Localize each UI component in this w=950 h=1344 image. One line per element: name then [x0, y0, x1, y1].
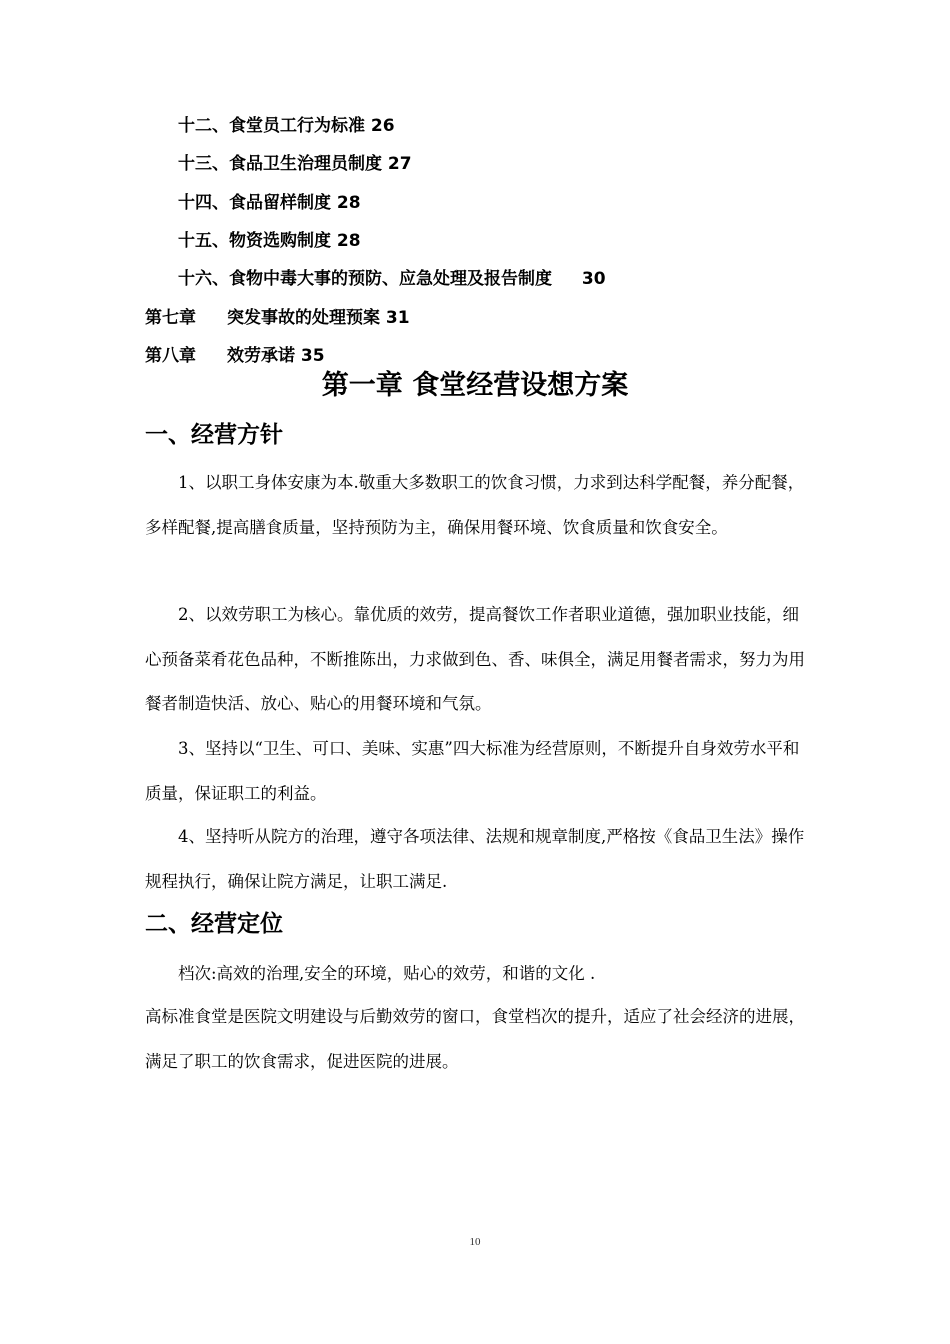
- toc-item-page: 26: [370, 116, 395, 136]
- toc-chapter-page: 31: [385, 308, 410, 328]
- toc-chapter-title: 突发事故的处理预案: [227, 308, 380, 328]
- toc-item-15: [178, 229, 361, 253]
- section-heading-business-positioning: 二、经营定位: [145, 911, 283, 937]
- toc-chapter-number: 第八章: [145, 346, 196, 366]
- toc-item-label: 十四、食品留样制度: [178, 193, 331, 213]
- toc-item-label: 十六、食物中毒大事的预防、应急处理及报告制度: [178, 269, 552, 289]
- chapter-title: 第一章 食堂经营设想方案: [321, 370, 629, 401]
- paragraph-policy-2: 2、以效劳职工为核心。靠优质的效劳，提高餐饮工作者职业道德，强加职业技能，细心预备菜肴花色品种，不断推陈出，力求做到色、香、味俱全，满足用餐者需求，努力为用餐者制造快活、放心、贴心的用餐环境和气氛。: [145, 605, 805, 713]
- toc-item-page: 28: [336, 193, 361, 213]
- toc-item-16: [178, 267, 606, 291]
- toc-item-page: 27: [387, 154, 412, 174]
- toc-item-label: 十五、物资选购制度: [178, 231, 331, 251]
- toc-chapter-title: 效劳承诺: [227, 346, 295, 366]
- toc-item-12: [178, 114, 395, 138]
- paragraph-policy-3: 3、坚持以“卫生、可口、美味、实惠”四大标准为经营原则，不断提升自身效劳水平和质量，保证职工的利益。: [145, 739, 800, 803]
- toc-chapter-7: [145, 306, 410, 330]
- page-number: 10: [469, 1236, 481, 1248]
- toc-item-page: 30: [581, 269, 606, 289]
- toc-item-label: 十二、食堂员工行为标准: [178, 116, 365, 136]
- toc-chapter-number: 第七章: [145, 308, 196, 328]
- paragraph-positioning-grade: 档次:高效的治理,安全的环境，贴心的效劳，和谐的文化 .: [178, 964, 596, 983]
- paragraph-policy-1: 1、以职工身体安康为本.敬重大多数职工的饮食习惯，力求到达科学配餐，养分配餐，多样配餐,提高膳食质量，坚持预防为主，确保用餐环境、饮食质量和饮食安全。: [145, 473, 805, 537]
- toc-item-14: [178, 191, 361, 215]
- section-heading-business-policy: 一、经营方针: [145, 422, 283, 448]
- toc-item-13: [178, 152, 412, 176]
- toc-item-page: 28: [336, 231, 361, 251]
- toc-chapter-8: [145, 344, 325, 368]
- paragraph-positioning-body: 高标准食堂是医院文明建设与后勤效劳的窗口，食堂档次的提升，适应了社会经济的进展，满足了职工的饮食需求，促进医院的进展。: [145, 1007, 805, 1071]
- paragraph-policy-4: 4、坚持听从院方的治理，遵守各项法律、法规和规章制度,严格按《食品卫生法》操作规程执行，确保让院方满足，让职工满足.: [145, 827, 805, 891]
- toc-chapter-page: 35: [300, 346, 325, 366]
- toc-item-label: 十三、食品卫生治理员制度: [178, 154, 382, 174]
